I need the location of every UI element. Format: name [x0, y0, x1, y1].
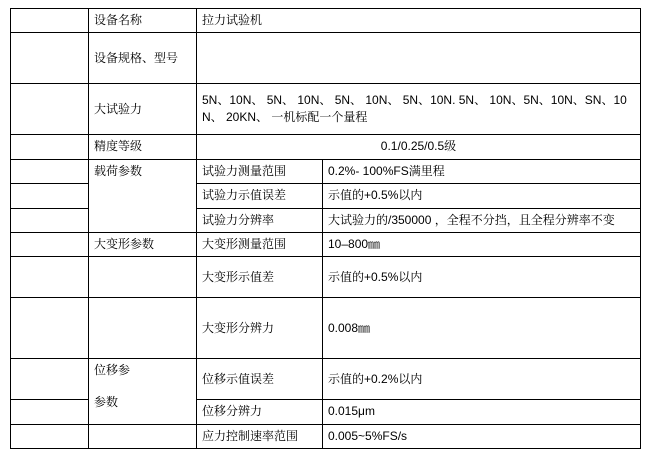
sub-value-deformation-resolution: 0.008㎜: [323, 298, 641, 359]
sub-value-force-indication-error: 示值的+0.5%以内: [323, 184, 641, 208]
sub-label-deformation-measure-range: 大变形测量范围: [197, 232, 323, 256]
row-spacer-cell: [11, 424, 89, 448]
group-label-load-parameters: 载荷参数: [89, 159, 197, 232]
sub-label-deformation-resolution: 大变形分辨力: [197, 298, 323, 359]
table-row: [11, 84, 641, 135]
table-row: [11, 232, 641, 256]
row-spacer-cell: [11, 359, 89, 400]
row-spacer-cell: [11, 9, 89, 33]
row-spacer-cell: [11, 159, 89, 183]
sub-label-force-indication-error: 试验力示值误差: [197, 184, 323, 208]
row-spacer-cell: [11, 298, 89, 359]
row-label-device-name: 设备名称: [89, 9, 197, 33]
row-label-max-test-force: 大试验力: [89, 84, 197, 135]
row-value-accuracy-grade: 0.1/0.25/0.5级: [197, 135, 641, 159]
row-spacer-cell: [11, 257, 89, 298]
sub-value-force-measure-range: 0.2%- 100%FS满里程: [323, 159, 641, 183]
row-spacer-cell: [11, 33, 89, 84]
sub-value-deformation-indication-error: 示值的+0.5%以内: [323, 257, 641, 298]
table-row: [11, 359, 641, 400]
group-label-displacement-line1: 位移参: [94, 363, 131, 378]
row-label-accuracy-grade: 精度等级: [89, 135, 197, 159]
sub-value-deformation-measure-range: 10–800㎜: [323, 232, 641, 256]
table-row: [11, 159, 641, 183]
specification-table: [10, 8, 641, 449]
sub-value-force-resolution: 大试验力的/350000 ，全程不分挡，且全程分辨率不变: [323, 208, 641, 232]
row-spacer-cell: [89, 424, 197, 448]
group-label-large-deformation-parameters: 大变形参数: [89, 232, 197, 256]
sub-label-displacement-indication-error: 位移示值误差: [197, 359, 323, 400]
sub-label-force-resolution: 试验力分辨率: [197, 208, 323, 232]
row-spacer-cell: [11, 135, 89, 159]
row-spacer-cell: [11, 400, 89, 424]
row-spacer-cell: [89, 257, 197, 298]
row-value-device-model: [197, 33, 641, 84]
sub-label-stress-rate-range: 应力控制速率范围: [197, 424, 323, 448]
sub-label-force-measure-range: 试验力测量范围: [197, 159, 323, 183]
row-spacer-cell: [11, 184, 89, 208]
sub-label-deformation-indication-error: 大变形示值差: [197, 257, 323, 298]
spec-sheet: [0, 8, 649, 443]
row-spacer-cell: [89, 298, 197, 359]
group-label-displacement-line2: 参数: [94, 394, 119, 409]
row-spacer-cell: [11, 208, 89, 232]
row-label-device-model: 设备规格、型号: [89, 33, 197, 84]
sub-label-displacement-resolution: 位移分辨力: [197, 400, 323, 424]
table-row: [11, 135, 641, 159]
row-spacer-cell: [11, 84, 89, 135]
table-row: [11, 298, 641, 359]
row-spacer-cell: [11, 232, 89, 256]
group-label-displacement-parameters: [89, 359, 197, 424]
table-row: [11, 424, 641, 448]
table-row: [11, 9, 641, 33]
sub-value-stress-rate-range: 0.005~5%FS/s: [323, 424, 641, 448]
row-value-max-test-force: 5N、10N、 5N、 10N、 5N、 10N、 5N、10N. 5N、 10N、5N、10N、SN、10N、 20KN、 一机标配一个量程: [197, 84, 641, 135]
sub-value-displacement-resolution: 0.015μm: [323, 400, 641, 424]
table-row: [11, 33, 641, 84]
table-row: [11, 257, 641, 298]
sub-value-displacement-indication-error: 示值的+0.2%以内: [323, 359, 641, 400]
row-value-device-name: 拉力试验机: [197, 9, 641, 33]
